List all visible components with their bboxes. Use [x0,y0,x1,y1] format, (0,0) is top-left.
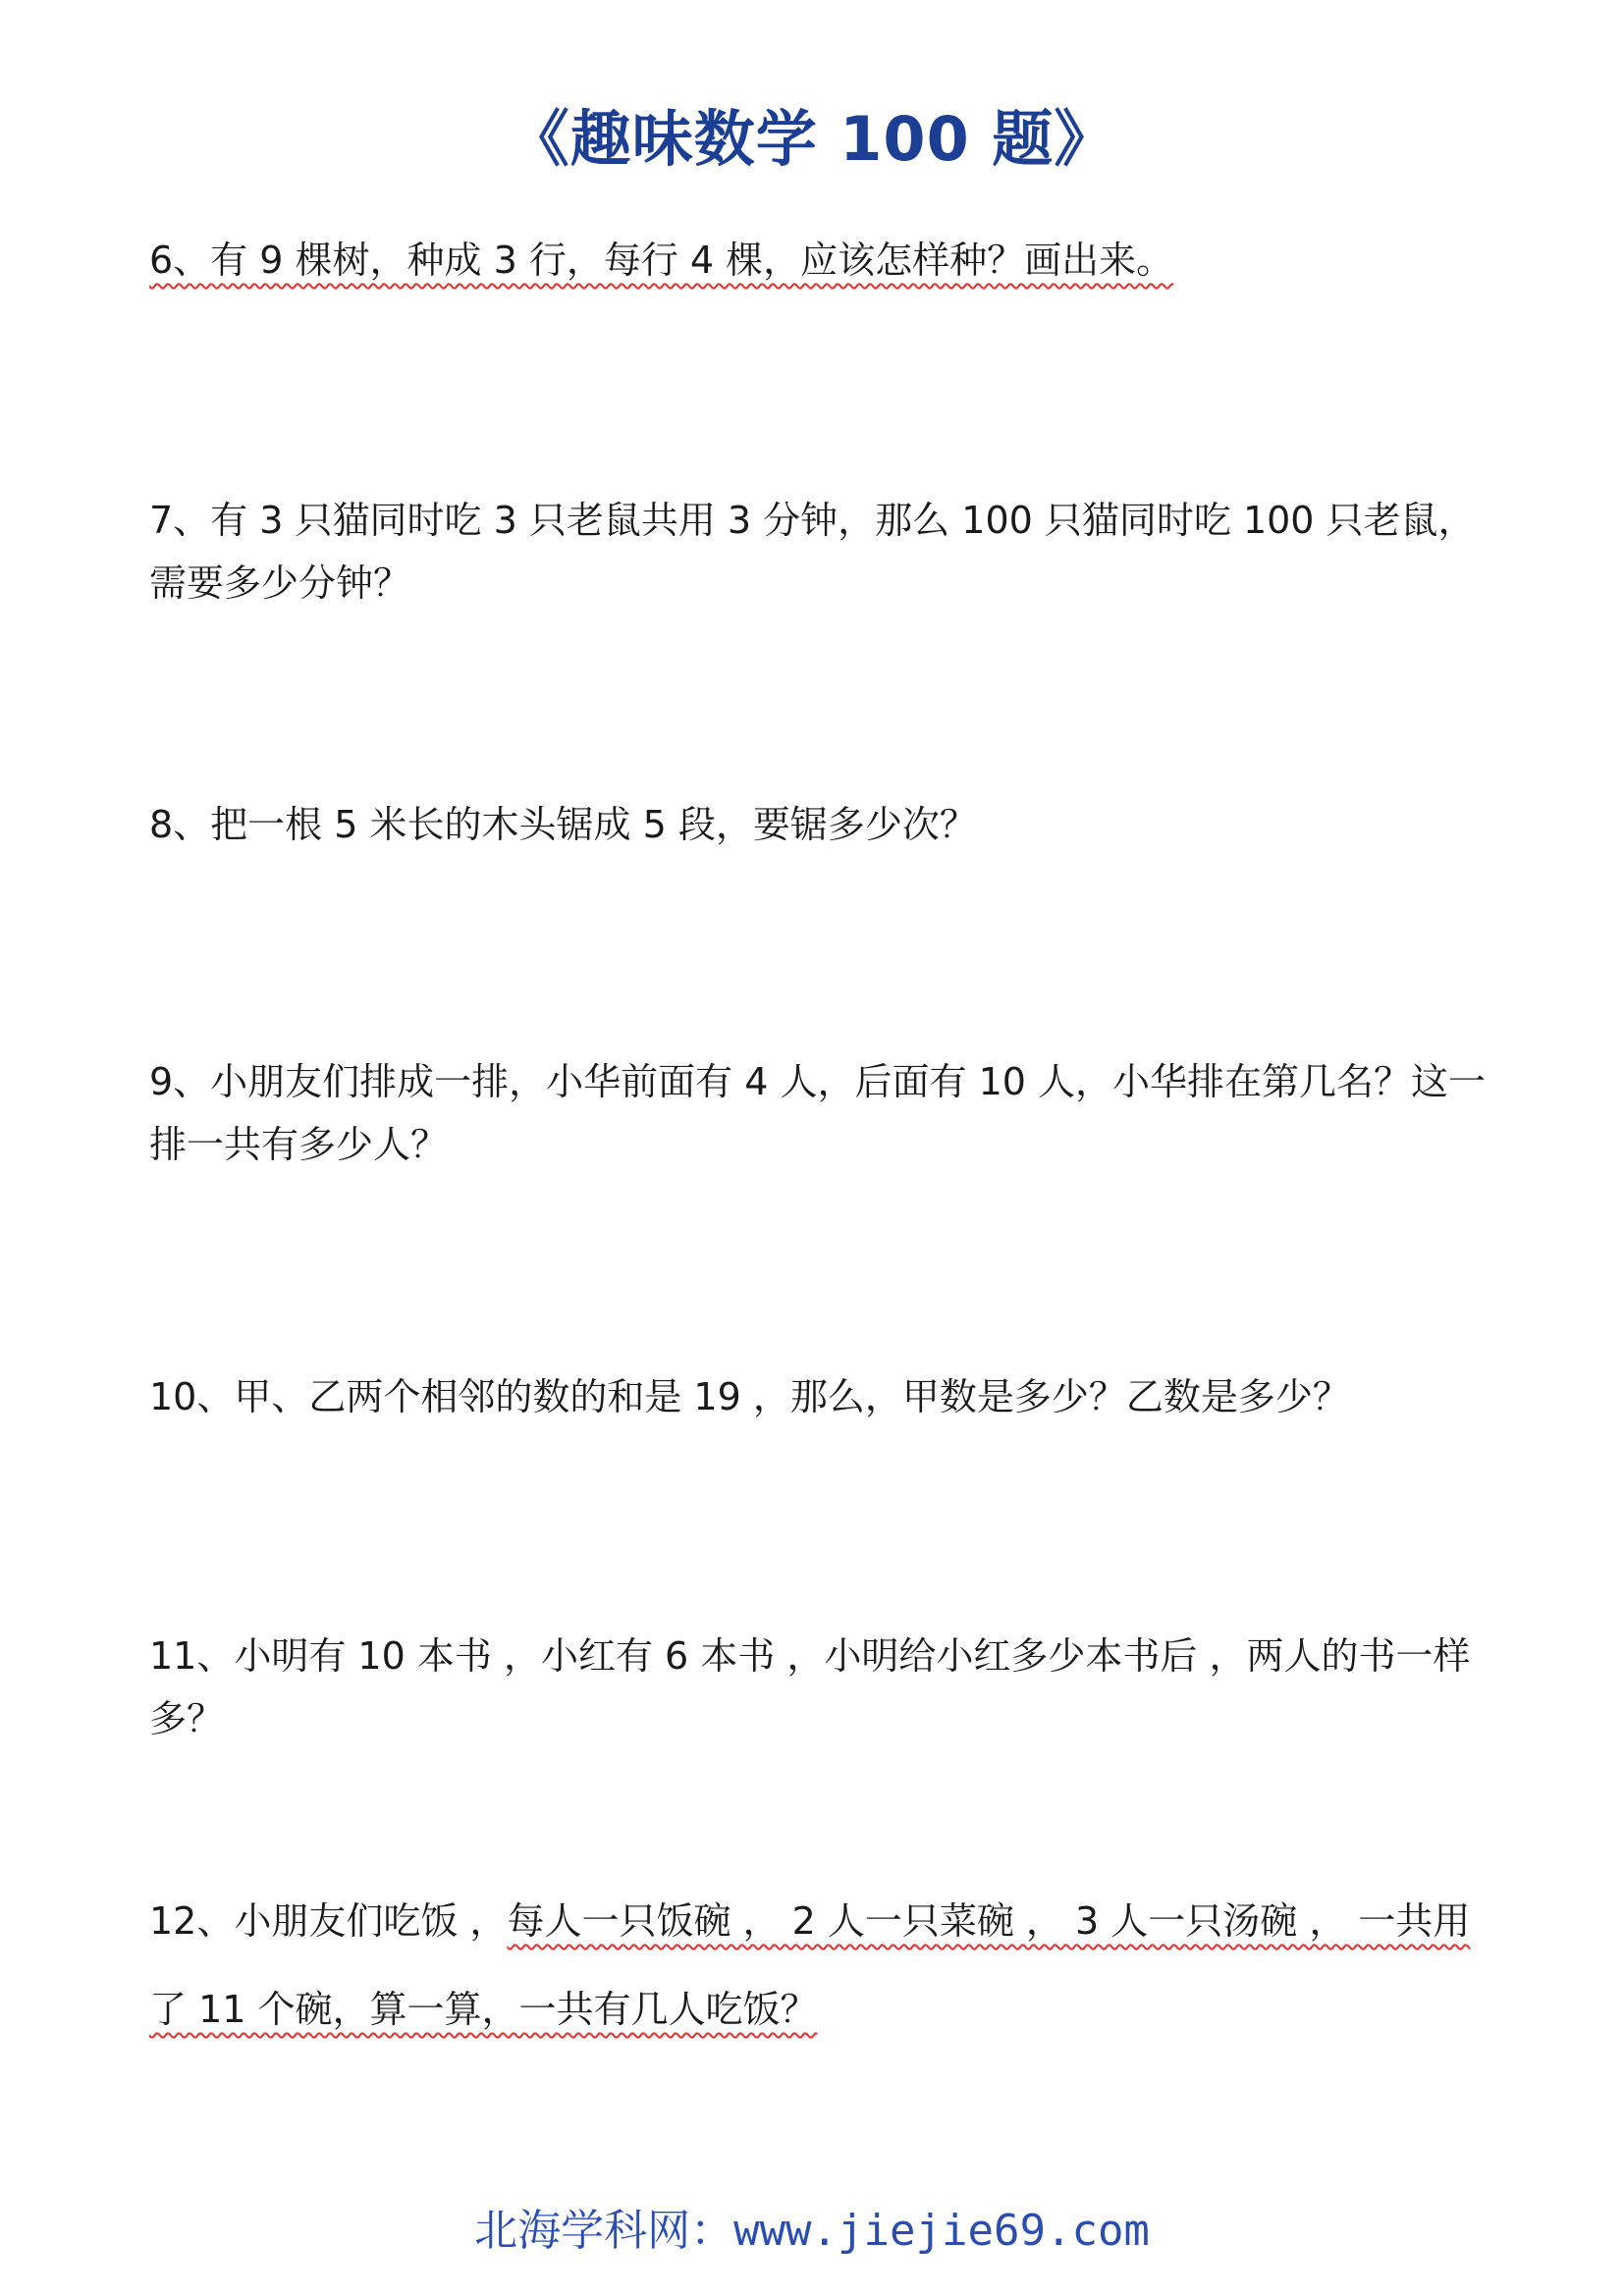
question-7: 7、有 3 只猫同时吃 3 只老鼠共用 3 分钟，那么 100 只猫同时吃 100 只老鼠，需要多少分钟？ [149,499,1476,605]
question-9: 9、小朋友们排成一排，小华前面有 4 人，后面有 10 人，小华排在第几名？这一排一共有多少人？ [149,1060,1487,1166]
footer-site-name: 北海学科网： [474,2206,734,2256]
footer-site-url[interactable]: www.jiejie69.com [733,2206,1150,2256]
question-12 [149,1877,1504,2054]
question-12-part2: 每人一只饭碗 ， 2 人一只菜碗 ， 3 人一只汤碗 ， 一共用了 11 个碗，算一算，一共有几人吃饭？ [149,1899,1471,2031]
footer [0,2195,1624,2258]
question-6 [149,229,1504,292]
page-title: 《趣味数学 100 题》 [508,103,1116,175]
question-8: 8、把一根 5 米长的木头锯成 5 段，要锯多少次？ [149,803,977,846]
question-12-part1: 12、小朋友们吃饭 ， [149,1899,508,1943]
question-10: 10、甲、乙两个相邻的数的和是 19 ，那么，甲数是多少？乙数是多少？ [149,1375,1350,1418]
question-6-text: 6、有 9 棵树，种成 3 行，每行 4 棵，应该怎样种？画出来。 [149,239,1174,282]
question-11: 11、小明有 10 本书 ，小红有 6 本书 ，小明给小红多少本书后 ，两人的书一样多？ [149,1634,1471,1740]
